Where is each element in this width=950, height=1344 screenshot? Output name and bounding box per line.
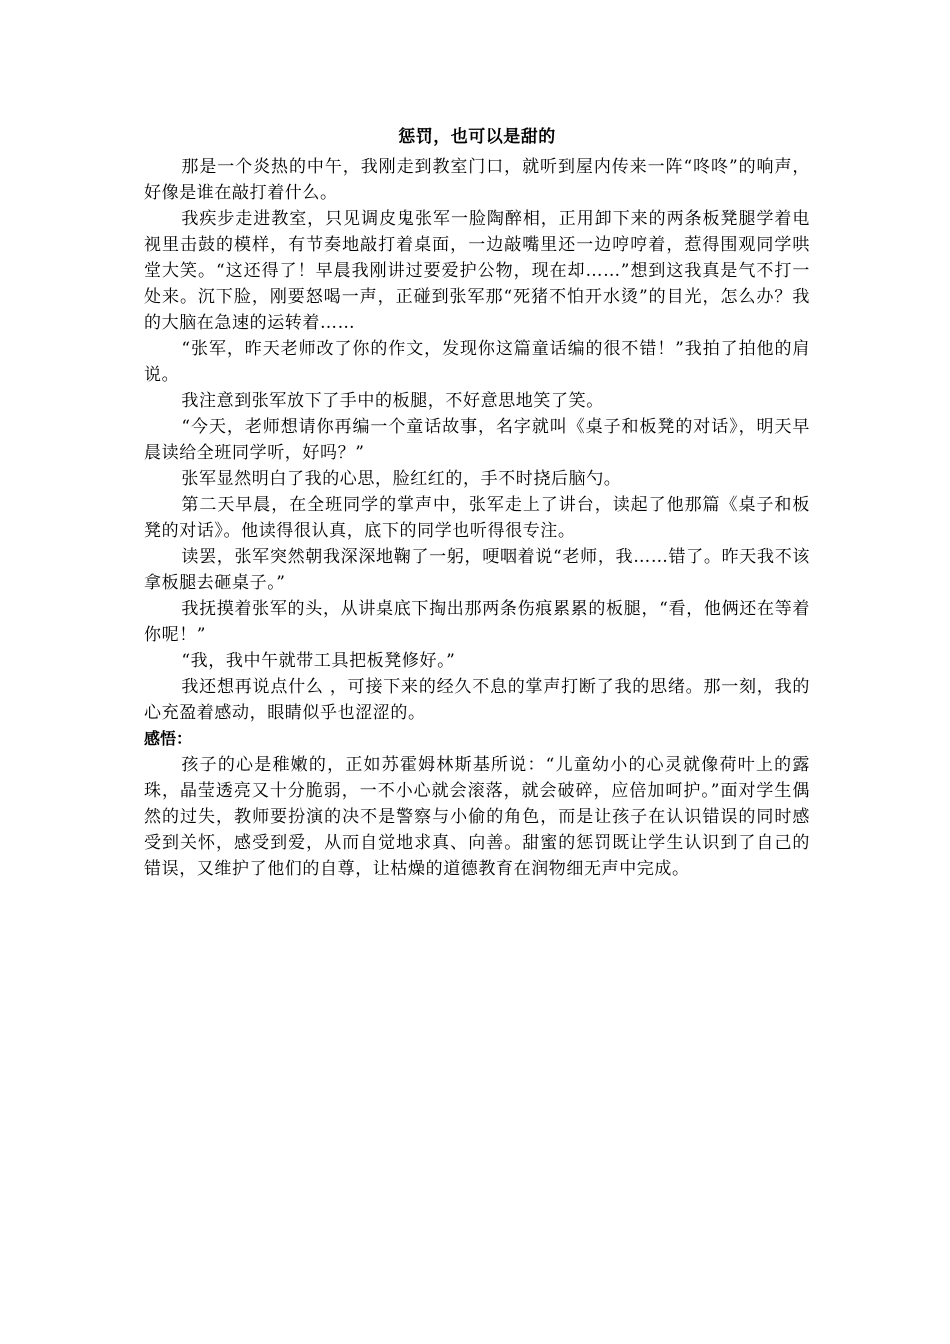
document-title: 惩罚，也可以是甜的 (398, 127, 556, 147)
story-paragraph-8: 读罢，张军突然朝我深深地鞠了一躬，哽咽着说“老师，我……错了。昨天我不该拿板腿去砸桌子。” (144, 547, 810, 593)
story-paragraph-7: 第二天早晨，在全班同学的掌声中，张军走上了讲台，读起了他那篇《桌子和板凳的对话》。他读得很认真，底下的同学也听得很专注。 (144, 495, 810, 541)
story-paragraph-6: 张军显然明白了我的心思，脸红红的，手不时挠后脑勺。 (181, 469, 622, 489)
story-paragraph-11: 我还想再说点什么 ，可接下来的经久不息的掌声打断了我的思绪。那一刻，我的心充盈着感动，眼睛似乎也涩涩的。 (144, 677, 810, 723)
story-paragraph-5: “今天，老师想请你再编一个童话故事，名字就叫《桌子和板凳的对话》，明天早晨读给全班同学听，好吗？” (144, 417, 810, 463)
reflection-paragraph: 孩子的心是稚嫩的，正如苏霍姆林斯基所说：“儿童幼小的心灵就像荷叶上的露珠，晶莹透亮又十分脆弱，一不小心就会滚落，就会破碎，应倍加呵护。”面对学生偶然的过失，教师要扮演的决不是警察与小偷的角色，而是让孩子在认识错误的同时感受到关怀，感受到爱，从而自觉地求真、向善。甜蜜的惩罚既让学生认识到了自己的错误，又维护了他们的自尊，让枯燥的道德教育在润物细无声中完成。 (144, 755, 810, 879)
story-paragraph-10: “我，我中午就带工具把板凳修好。” (181, 651, 456, 671)
story-paragraph-9: 我抚摸着张军的头，从讲桌底下掏出那两条伤痕累累的板腿，“看，他俩还在等着你呢！” (144, 599, 810, 645)
story-paragraph-3: “张军，昨天老师改了你的作文，发现你这篇童话编的很不错！”我拍了拍他的肩说。 (144, 339, 810, 385)
story-paragraph-4: 我注意到张军放下了手中的板腿，不好意思地笑了笑。 (181, 391, 604, 411)
document-body (144, 124, 810, 882)
story-paragraph-2: 我疾步走进教室，只见调皮鬼张军一脸陶醉相，正用卸下来的两条板凳腿学着电视里击鼓的模样，有节奏地敲打着桌面，一边敲嘴里还一边哼哼着，惹得围观同学哄堂大笑。“这还得了！早晨我刚讲过要爱护公物，现在却……”想到这我真是气不打一处来。沉下脸，刚要怒喝一声，正碰到张军那“死猪不怕开水烫”的目光，怎么办？我的大脑在急速的运转着…… (144, 209, 810, 333)
reflection-heading: 感悟： (144, 729, 193, 748)
story-paragraph-1: 那是一个炎热的中午，我刚走到教室门口，就听到屋内传来一阵“咚咚”的响声，好像是谁在敲打着什么。 (144, 157, 810, 203)
